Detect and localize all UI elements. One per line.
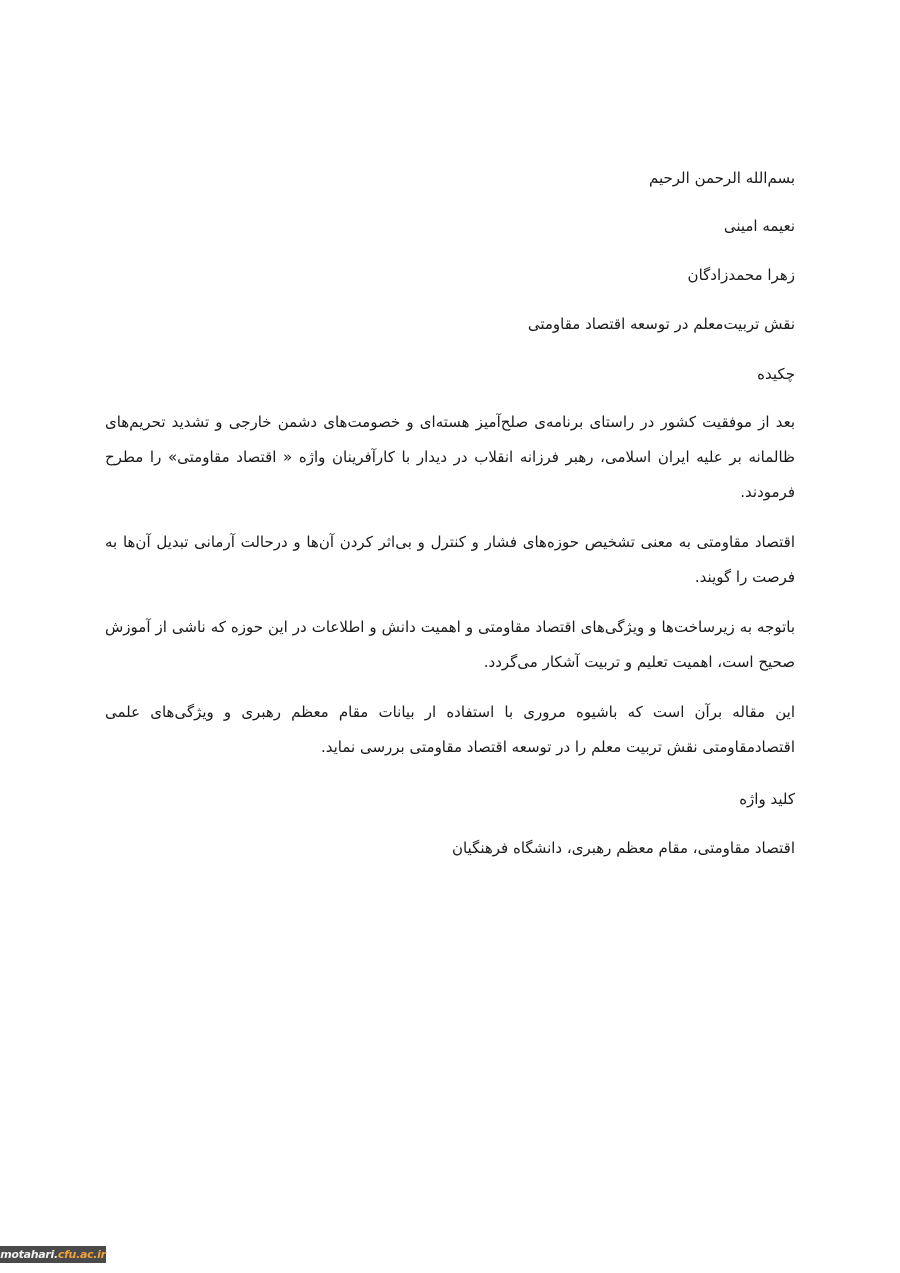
site-watermark — [0, 1246, 106, 1263]
abstract-paragraph-4: این مقاله برآن است که باشیوه مروری با استفاده ار بیانات مقام معظم رهبری و ویژگی‌های علمی اقتصادمقاومتی نقش تربیت معلم را در توسعه اقتصاد مقاومتی بررسی نماید. — [105, 703, 795, 756]
abstract-paragraph-3: باتوجه به زیرساخت‌ها و ویژگی‌های اقتصاد مقاومتی و اهمیت دانش و اطلاعات در این حوزه که ناشی از آموزش صحیح است، اهمیت تعلیم و تربیت آشکار می‌گردد. — [105, 618, 795, 671]
abstract-paragraph-2: اقتصاد مقاومتی به معنی تشخیص حوزه‌های فشار و کنترل و بی‌اثر کردن آن‌ها و درحالت آرمانی تبدیل آن‌ها به فرصت را گویند. — [105, 533, 795, 586]
author-2: زهرا محمدزادگان — [687, 266, 795, 284]
keywords-heading: کلید واژه — [739, 790, 795, 808]
abstract-heading: چکیده — [757, 365, 795, 383]
bismillah-line: بسم‌الله الرحمن الرحیم — [649, 169, 795, 187]
abstract-paragraph-1: بعد از موفقیت کشور در راستای برنامه‌ی صلح‌آمیز هسته‌ای و خصومت‌های دشمن خارجی و تشدید تحریم‌های ظالمانه بر علیه ایران اسلامی، رهبر فرزانه انقلاب در دیدار با کارآفرینان واژه « اقتصاد مقاومتی» را مطرح فرمودند. — [105, 413, 795, 501]
keywords-list: اقتصاد مقاومتی، مقام معظم رهبری، دانشگاه فرهنگیان — [451, 839, 795, 857]
article-title: نقش تربیت‌معلم در توسعه اقتصاد مقاومتی — [527, 315, 795, 333]
author-1: نعیمه امینی — [723, 217, 795, 235]
watermark-prefix: motahari. — [0, 1248, 58, 1261]
watermark-domain: cfu.ac.ir — [57, 1248, 106, 1261]
